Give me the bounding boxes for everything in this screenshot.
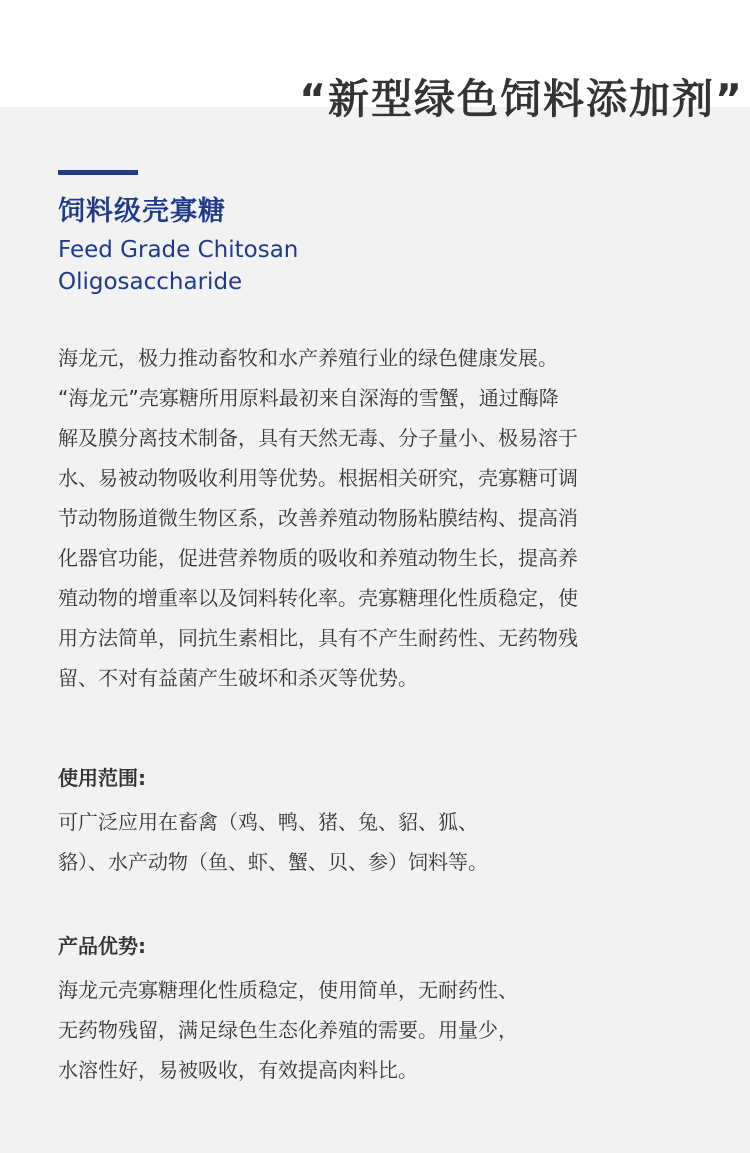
advantages-heading: 产品优势: <box>58 934 146 958</box>
intro-line: 节动物肠道微生物区系，改善养殖动物肠粘膜结构、提高消 <box>58 506 578 530</box>
intro-line: 用方法简单，同抗生素相比，具有不产生耐药性、无药物残 <box>58 626 578 650</box>
accent-bar <box>58 170 138 175</box>
product-title-en: Feed Grade Chitosan Oligosaccharide <box>58 237 299 295</box>
usage-paragraph <box>58 802 488 882</box>
advantages-line: 海龙元壳寡糖理化性质稳定，使用简单，无耐药性、 <box>58 978 518 1002</box>
usage-line: 貉）、水产动物（鱼、虾、蟹、贝、参）饲料等。 <box>58 850 488 874</box>
advantages-line: 无药物残留，满足绿色生态化养殖的需要。用量少， <box>58 1018 518 1042</box>
headline: “新型绿色饲料添加剂” <box>299 75 744 123</box>
product-title-cn: 饲料级壳寡糖 <box>58 196 226 227</box>
advantages-paragraph <box>58 970 518 1090</box>
advantages-line: 水溶性好，易被吸收，有效提高肉料比。 <box>58 1058 418 1082</box>
intro-line: 化器官功能，促进营养物质的吸收和养殖动物生长，提高养 <box>58 546 578 570</box>
intro-line: 留、不对有益菌产生破坏和杀灭等优势。 <box>58 666 418 690</box>
intro-line: “海龙元”壳寡糖所用原料最初来自深海的雪蟹，通过酶降 <box>58 386 559 410</box>
usage-heading: 使用范围: <box>58 766 146 790</box>
usage-line: 可广泛应用在畜禽（鸡、鸭、猪、兔、貂、狐、 <box>58 810 478 834</box>
intro-line: 水、易被动物吸收利用等优势。根据相关研究，壳寡糖可调 <box>58 466 578 490</box>
intro-line: 解及膜分离技术制备，具有天然无毒、分子量小、极易溶于 <box>58 426 578 450</box>
intro-line: 殖动物的增重率以及饲料转化率。壳寡糖理化性质稳定，使 <box>58 586 578 610</box>
intro-paragraph <box>58 338 578 698</box>
intro-line: 海龙元，极力推动畜牧和水产养殖行业的绿色健康发展。 <box>58 346 558 370</box>
